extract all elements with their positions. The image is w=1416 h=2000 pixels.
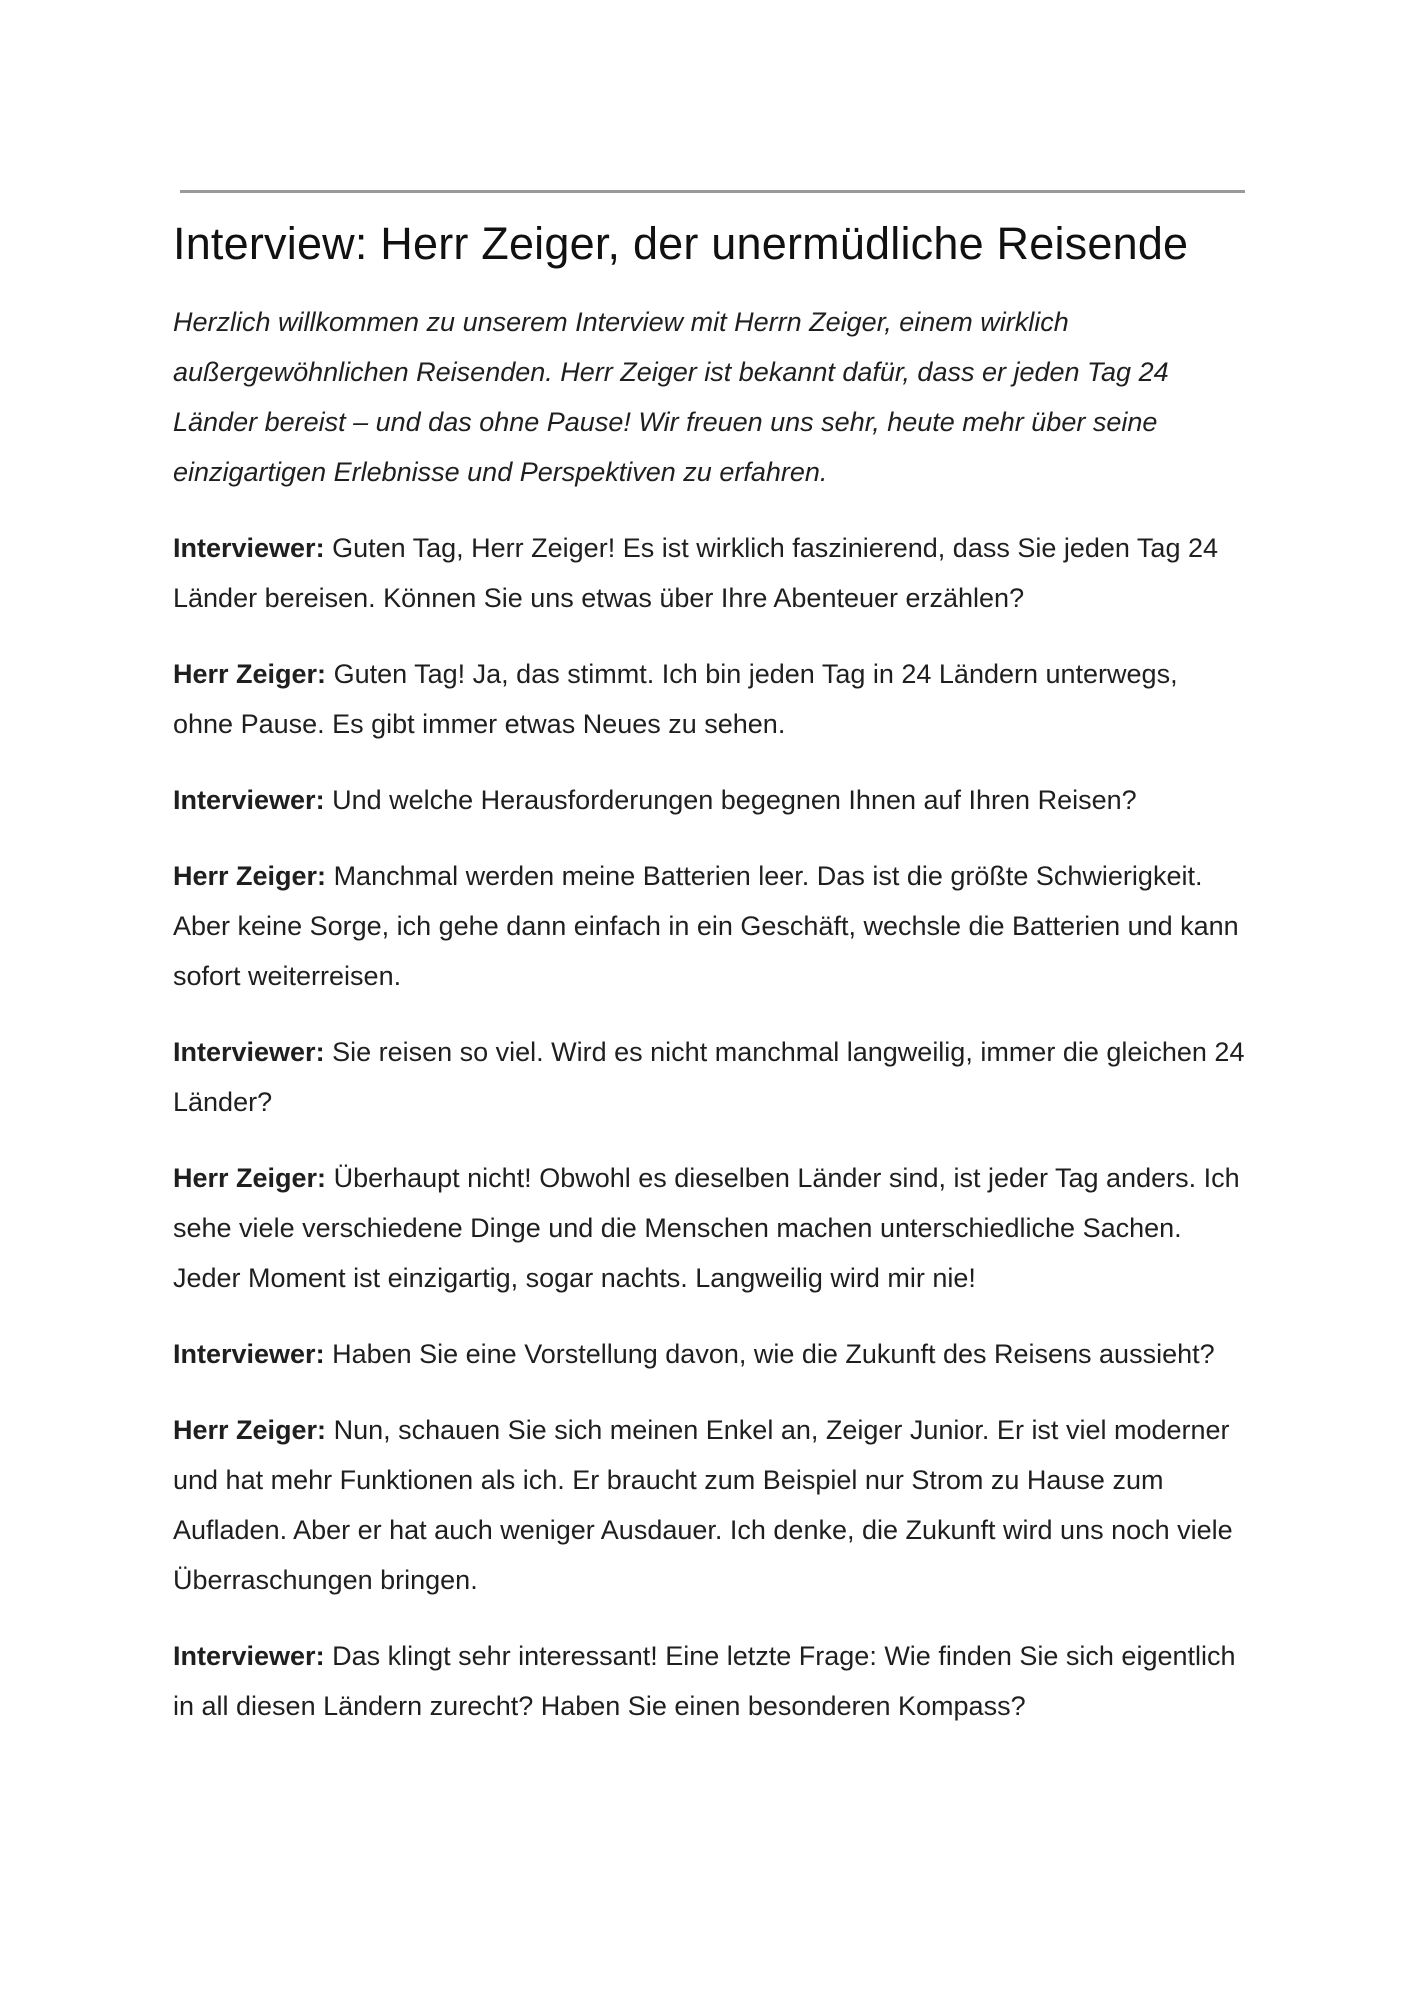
speaker-label: Interviewer:	[173, 533, 325, 563]
qa-paragraph	[173, 1329, 1245, 1379]
qa-text: Sie reisen so viel. Wird es nicht manchmal langweilig, immer die gleichen 24 Länder?	[173, 1037, 1245, 1117]
speaker-label: Interviewer:	[173, 785, 325, 815]
speaker-label: Herr Zeiger:	[173, 659, 327, 689]
speaker-label: Interviewer:	[173, 1339, 325, 1369]
qa-paragraph	[173, 775, 1245, 825]
qa-paragraph	[173, 649, 1245, 749]
speaker-label: Herr Zeiger:	[173, 1415, 327, 1445]
speaker-label: Herr Zeiger:	[173, 1163, 327, 1193]
document-title: Interview: Herr Zeiger, der unermüdliche Reisende	[173, 218, 1189, 269]
qa-paragraph	[173, 851, 1245, 1001]
qa-text: Das klingt sehr interessant! Eine letzte Frage: Wie finden Sie sich eigentlich in all diesen Ländern zurecht? Haben Sie einen besonderen Kompass?	[173, 1641, 1236, 1721]
speaker-label: Herr Zeiger:	[173, 861, 327, 891]
qa-paragraph	[173, 1027, 1245, 1127]
horizontal-rule	[180, 190, 1245, 193]
qa-text: Guten Tag, Herr Zeiger! Es ist wirklich faszinierend, dass Sie jeden Tag 24 Länder bereisen. Können Sie uns etwas über Ihre Abenteuer erzählen?	[173, 533, 1219, 613]
speaker-label: Interviewer:	[173, 1641, 325, 1671]
qa-text: Überhaupt nicht! Obwohl es dieselben Länder sind, ist jeder Tag anders. Ich sehe viele verschiedene Dinge und die Menschen machen unterschiedliche Sachen. Jeder Moment ist einzigartig, sogar nachts. Langweilig wird mir nie!	[173, 1163, 1240, 1293]
qa-paragraph	[173, 523, 1245, 623]
qa-paragraph	[173, 1153, 1245, 1303]
qa-text: Und welche Herausforderungen begegnen Ihnen auf Ihren Reisen?	[324, 785, 1137, 815]
qa-text: Manchmal werden meine Batterien leer. Das ist die größte Schwierigkeit. Aber keine Sorge, ich gehe dann einfach in ein Geschäft, wechsle die Batterien und kann sofort weiterreisen.	[173, 861, 1239, 991]
qa-paragraph	[173, 1405, 1245, 1605]
document-page	[173, 190, 1245, 1731]
qa-text: Nun, schauen Sie sich meinen Enkel an, Zeiger Junior. Er ist viel moderner und hat mehr Funktionen als ich. Er braucht zum Beispiel nur Strom zu Hause zum Aufladen. Aber er hat auch weniger Ausdauer. Ich denke, die Zukunft wird uns noch viele Überraschungen bringen.	[173, 1415, 1233, 1595]
qa-text: Guten Tag! Ja, das stimmt. Ich bin jeden Tag in 24 Ländern unterwegs, ohne Pause. Es gibt immer etwas Neues zu sehen.	[173, 659, 1178, 739]
qa-text: Haben Sie eine Vorstellung davon, wie die Zukunft des Reisens aussieht?	[324, 1339, 1215, 1369]
qa-paragraph	[173, 1631, 1245, 1731]
speaker-label: Interviewer:	[173, 1037, 325, 1067]
intro-paragraph: Herzlich willkommen zu unserem Interview mit Herrn Zeiger, einem wirklich außergewöhnlichen Reisenden. Herr Zeiger ist bekannt dafür, dass er jeden Tag 24 Länder bereist – und das ohne Pause! Wir freuen uns sehr, heute mehr über seine einzigartigen Erlebnisse und Perspektiven zu erfahren.	[173, 307, 1169, 487]
